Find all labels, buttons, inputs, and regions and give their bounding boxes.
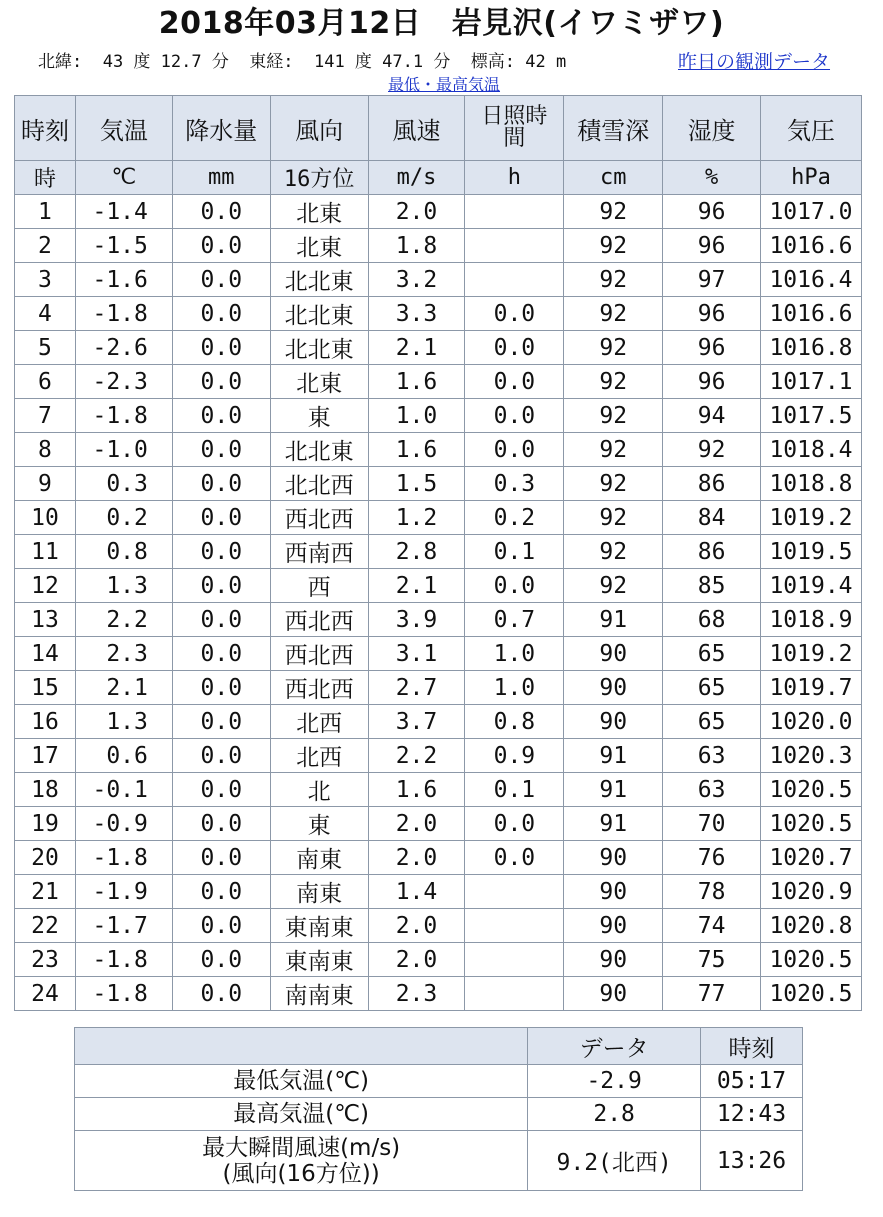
cell-sunshine: 1.0 (465, 637, 564, 671)
summary-value: 9.2(北西) (528, 1131, 701, 1191)
cell-temperature: 0.2 (75, 501, 172, 535)
summary-time: 05:17 (701, 1065, 803, 1098)
cell-precipitation: 0.0 (172, 195, 270, 229)
cell-humidity: 96 (663, 195, 761, 229)
cell-hour: 3 (15, 263, 76, 297)
cell-pressure: 1020.5 (760, 773, 861, 807)
cell-sunshine: 1.0 (465, 671, 564, 705)
cell-precipitation: 0.0 (172, 705, 270, 739)
cell-temperature: -0.1 (75, 773, 172, 807)
cell-hour: 13 (15, 603, 76, 637)
unit-wind-speed: m/s (368, 161, 465, 195)
units-row (15, 161, 862, 195)
col-header-humidity: 湿度 (663, 96, 761, 161)
cell-humidity: 84 (663, 501, 761, 535)
cell-sunshine: 0.9 (465, 739, 564, 773)
cell-snow-depth: 92 (564, 331, 663, 365)
cell-temperature: 2.3 (75, 637, 172, 671)
table-row (15, 603, 862, 637)
cell-wind-direction: 東 (270, 807, 368, 841)
cell-wind-speed: 1.6 (368, 433, 465, 467)
cell-precipitation: 0.0 (172, 943, 270, 977)
summary-row-min-temp (75, 1065, 803, 1098)
cell-sunshine: 0.0 (465, 297, 564, 331)
unit-snow-depth: cm (564, 161, 663, 195)
cell-pressure: 1020.5 (760, 943, 861, 977)
cell-precipitation: 0.0 (172, 739, 270, 773)
cell-precipitation: 0.0 (172, 875, 270, 909)
cell-wind-direction: 北北東 (270, 331, 368, 365)
cell-temperature: 0.3 (75, 467, 172, 501)
cell-wind-direction: 東南東 (270, 909, 368, 943)
cell-snow-depth: 90 (564, 637, 663, 671)
cell-precipitation: 0.0 (172, 535, 270, 569)
cell-wind-direction: 北北東 (270, 263, 368, 297)
table-row (15, 841, 862, 875)
cell-hour: 14 (15, 637, 76, 671)
page-title: 2018年03月12日 岩見沢(イワミザワ) (158, 6, 725, 41)
cell-snow-depth: 90 (564, 909, 663, 943)
daily-summary-table (74, 1027, 803, 1191)
cell-humidity: 94 (663, 399, 761, 433)
cell-pressure: 1019.2 (760, 637, 861, 671)
cell-pressure: 1016.4 (760, 263, 861, 297)
cell-hour: 19 (15, 807, 76, 841)
cell-precipitation: 0.0 (172, 229, 270, 263)
cell-sunshine: 0.0 (465, 365, 564, 399)
table-row (15, 195, 862, 229)
cell-snow-depth: 91 (564, 807, 663, 841)
cell-hour: 23 (15, 943, 76, 977)
cell-precipitation: 0.0 (172, 365, 270, 399)
cell-snow-depth: 92 (564, 195, 663, 229)
cell-pressure: 1020.3 (760, 739, 861, 773)
cell-hour: 2 (15, 229, 76, 263)
cell-wind-speed: 2.1 (368, 331, 465, 365)
table-row (15, 807, 862, 841)
cell-snow-depth: 92 (564, 263, 663, 297)
cell-precipitation: 0.0 (172, 977, 270, 1011)
summary-header-data: データ (528, 1028, 701, 1065)
cell-wind-speed: 3.1 (368, 637, 465, 671)
cell-wind-direction: 西北西 (270, 637, 368, 671)
summary-label: 最高気温(℃) (75, 1098, 528, 1131)
cell-snow-depth: 92 (564, 297, 663, 331)
summary-row-max-temp (75, 1098, 803, 1131)
cell-wind-speed: 2.2 (368, 739, 465, 773)
cell-temperature: -1.6 (75, 263, 172, 297)
cell-pressure: 1017.0 (760, 195, 861, 229)
col-header-wind-speed: 風速 (368, 96, 465, 161)
summary-value: -2.9 (528, 1065, 701, 1098)
cell-wind-direction: 北北東 (270, 297, 368, 331)
column-header-row (15, 96, 862, 161)
cell-wind-speed: 2.0 (368, 909, 465, 943)
cell-sunshine: 0.0 (465, 399, 564, 433)
col-header-precipitation: 降水量 (172, 96, 270, 161)
cell-wind-speed: 2.3 (368, 977, 465, 1011)
summary-header-time: 時刻 (701, 1028, 803, 1065)
cell-wind-direction: 北西 (270, 739, 368, 773)
cell-pressure: 1019.4 (760, 569, 861, 603)
cell-snow-depth: 92 (564, 365, 663, 399)
cell-precipitation: 0.0 (172, 569, 270, 603)
cell-wind-speed: 1.2 (368, 501, 465, 535)
cell-pressure: 1018.9 (760, 603, 861, 637)
cell-wind-speed: 2.1 (368, 569, 465, 603)
table-row (15, 467, 862, 501)
cell-precipitation: 0.0 (172, 263, 270, 297)
yesterday-data-link[interactable]: 昨日の観測データ (678, 51, 831, 73)
cell-wind-direction: 西 (270, 569, 368, 603)
cell-wind-direction: 北東 (270, 229, 368, 263)
cell-sunshine: 0.0 (465, 331, 564, 365)
cell-wind-speed: 2.0 (368, 943, 465, 977)
cell-pressure: 1020.5 (760, 807, 861, 841)
cell-snow-depth: 90 (564, 705, 663, 739)
cell-humidity: 86 (663, 535, 761, 569)
cell-humidity: 85 (663, 569, 761, 603)
table-row (15, 331, 862, 365)
cell-temperature: 0.6 (75, 739, 172, 773)
cell-wind-direction: 東南東 (270, 943, 368, 977)
cell-snow-depth: 91 (564, 603, 663, 637)
cell-wind-direction: 北東 (270, 195, 368, 229)
cell-pressure: 1016.6 (760, 229, 861, 263)
cell-hour: 6 (15, 365, 76, 399)
cell-hour: 1 (15, 195, 76, 229)
table-row (15, 501, 862, 535)
cell-wind-speed: 2.8 (368, 535, 465, 569)
cell-hour: 9 (15, 467, 76, 501)
cell-temperature: -1.8 (75, 977, 172, 1011)
cell-wind-speed: 2.0 (368, 841, 465, 875)
cell-sunshine: 0.1 (465, 535, 564, 569)
hourly-observation-table (14, 95, 862, 1011)
cell-wind-speed: 2.0 (368, 195, 465, 229)
cell-wind-direction: 南南東 (270, 977, 368, 1011)
station-coordinates: 北緯: 43 度 12.7 分 東経: 141 度 47.1 分 標高: 42 m (38, 52, 567, 72)
cell-humidity: 63 (663, 739, 761, 773)
cell-snow-depth: 90 (564, 841, 663, 875)
cell-wind-speed: 3.2 (368, 263, 465, 297)
table-row (15, 875, 862, 909)
cell-hour: 16 (15, 705, 76, 739)
cell-precipitation: 0.0 (172, 603, 270, 637)
summary-label-line2: (風向(16方位)) (222, 1160, 380, 1187)
cell-sunshine: 0.2 (465, 501, 564, 535)
cell-sunshine: 0.0 (465, 841, 564, 875)
table-row (15, 399, 862, 433)
cell-wind-direction: 南東 (270, 875, 368, 909)
table-row (15, 365, 862, 399)
cell-temperature: -1.5 (75, 229, 172, 263)
cell-pressure: 1017.5 (760, 399, 861, 433)
cell-hour: 24 (15, 977, 76, 1011)
cell-temperature: -1.8 (75, 297, 172, 331)
cell-humidity: 68 (663, 603, 761, 637)
cell-temperature: 1.3 (75, 705, 172, 739)
cell-sunshine (465, 875, 564, 909)
table-row (15, 773, 862, 807)
cell-hour: 7 (15, 399, 76, 433)
cell-wind-speed: 1.6 (368, 773, 465, 807)
cell-sunshine: 0.3 (465, 467, 564, 501)
cell-sunshine (465, 263, 564, 297)
cell-pressure: 1018.8 (760, 467, 861, 501)
cell-precipitation: 0.0 (172, 467, 270, 501)
cell-pressure: 1017.1 (760, 365, 861, 399)
cell-precipitation: 0.0 (172, 773, 270, 807)
cell-pressure: 1020.5 (760, 977, 861, 1011)
col-header-wind-direction: 風向 (270, 96, 368, 161)
cell-temperature: -1.8 (75, 399, 172, 433)
summary-value: 2.8 (528, 1098, 701, 1131)
table-row (15, 671, 862, 705)
cell-humidity: 97 (663, 263, 761, 297)
cell-wind-speed: 1.0 (368, 399, 465, 433)
cell-humidity: 96 (663, 331, 761, 365)
cell-snow-depth: 92 (564, 399, 663, 433)
unit-sunshine: h (465, 161, 564, 195)
cell-sunshine: 0.1 (465, 773, 564, 807)
table-row (15, 705, 862, 739)
cell-sunshine (465, 943, 564, 977)
cell-temperature: -1.8 (75, 943, 172, 977)
summary-label-line1: 最大瞬間風速(m/s) (202, 1134, 401, 1161)
cell-pressure: 1020.8 (760, 909, 861, 943)
cell-snow-depth: 91 (564, 739, 663, 773)
table-row (15, 433, 862, 467)
cell-hour: 10 (15, 501, 76, 535)
cell-pressure: 1019.7 (760, 671, 861, 705)
cell-humidity: 70 (663, 807, 761, 841)
cell-snow-depth: 90 (564, 671, 663, 705)
cell-temperature: -2.3 (75, 365, 172, 399)
cell-precipitation: 0.0 (172, 909, 270, 943)
cell-snow-depth: 90 (564, 977, 663, 1011)
col-header-sunshine-text: 日照時間 (481, 104, 548, 151)
cell-temperature: 0.8 (75, 535, 172, 569)
cell-precipitation: 0.0 (172, 637, 270, 671)
table-row (15, 637, 862, 671)
cell-sunshine: 0.0 (465, 433, 564, 467)
cell-humidity: 96 (663, 229, 761, 263)
cell-hour: 17 (15, 739, 76, 773)
cell-wind-speed: 3.9 (368, 603, 465, 637)
cell-hour: 18 (15, 773, 76, 807)
unit-wind-direction: 16方位 (270, 161, 368, 195)
cell-hour: 22 (15, 909, 76, 943)
cell-hour: 11 (15, 535, 76, 569)
unit-precipitation: mm (172, 161, 270, 195)
table-row (15, 229, 862, 263)
cell-sunshine: 0.8 (465, 705, 564, 739)
cell-humidity: 78 (663, 875, 761, 909)
cell-snow-depth: 92 (564, 569, 663, 603)
unit-humidity: % (663, 161, 761, 195)
cell-pressure: 1016.6 (760, 297, 861, 331)
cell-temperature: 2.2 (75, 603, 172, 637)
cell-precipitation: 0.0 (172, 671, 270, 705)
cell-hour: 20 (15, 841, 76, 875)
cell-precipitation: 0.0 (172, 297, 270, 331)
cell-sunshine: 0.7 (465, 603, 564, 637)
cell-precipitation: 0.0 (172, 399, 270, 433)
cell-hour: 4 (15, 297, 76, 331)
cell-wind-speed: 2.0 (368, 807, 465, 841)
cell-sunshine (465, 977, 564, 1011)
cell-hour: 12 (15, 569, 76, 603)
summary-header-blank (75, 1028, 528, 1065)
cell-pressure: 1019.2 (760, 501, 861, 535)
cell-sunshine: 0.0 (465, 569, 564, 603)
cell-snow-depth: 92 (564, 229, 663, 263)
cell-wind-direction: 南東 (270, 841, 368, 875)
cell-sunshine: 0.0 (465, 807, 564, 841)
cell-wind-speed: 2.7 (368, 671, 465, 705)
cell-precipitation: 0.0 (172, 841, 270, 875)
cell-precipitation: 0.0 (172, 807, 270, 841)
cell-wind-speed: 3.3 (368, 297, 465, 331)
cell-pressure: 1018.4 (760, 433, 861, 467)
cell-hour: 5 (15, 331, 76, 365)
cell-hour: 15 (15, 671, 76, 705)
summary-row-max-gust (75, 1131, 803, 1191)
cell-snow-depth: 92 (564, 467, 663, 501)
cell-temperature: 2.1 (75, 671, 172, 705)
cell-pressure: 1016.8 (760, 331, 861, 365)
cell-precipitation: 0.0 (172, 331, 270, 365)
cell-hour: 21 (15, 875, 76, 909)
table-row (15, 297, 862, 331)
cell-hour: 8 (15, 433, 76, 467)
cell-snow-depth: 90 (564, 943, 663, 977)
cell-humidity: 65 (663, 637, 761, 671)
cell-temperature: -1.9 (75, 875, 172, 909)
cell-humidity: 86 (663, 467, 761, 501)
summary-header-row (75, 1028, 803, 1065)
summary-time: 12:43 (701, 1098, 803, 1131)
cell-wind-direction: 北北西 (270, 467, 368, 501)
cell-humidity: 65 (663, 705, 761, 739)
cell-temperature: -1.8 (75, 841, 172, 875)
cell-pressure: 1019.5 (760, 535, 861, 569)
cell-wind-direction: 西北西 (270, 603, 368, 637)
table-row (15, 569, 862, 603)
table-row (15, 909, 862, 943)
cell-wind-direction: 西北西 (270, 501, 368, 535)
cell-humidity: 74 (663, 909, 761, 943)
table-row (15, 977, 862, 1011)
cell-wind-speed: 1.5 (368, 467, 465, 501)
summary-time: 13:26 (701, 1131, 803, 1191)
cell-temperature: -1.7 (75, 909, 172, 943)
table-row (15, 535, 862, 569)
cell-precipitation: 0.0 (172, 501, 270, 535)
table-row (15, 943, 862, 977)
table-row (15, 263, 862, 297)
cell-humidity: 92 (663, 433, 761, 467)
cell-humidity: 96 (663, 365, 761, 399)
cell-humidity: 65 (663, 671, 761, 705)
cell-snow-depth: 92 (564, 433, 663, 467)
table-row (15, 739, 862, 773)
cell-humidity: 76 (663, 841, 761, 875)
cell-wind-speed: 3.7 (368, 705, 465, 739)
cell-wind-direction: 北北東 (270, 433, 368, 467)
cell-temperature: -1.0 (75, 433, 172, 467)
unit-temperature: ℃ (75, 161, 172, 195)
cell-wind-speed: 1.4 (368, 875, 465, 909)
cell-sunshine (465, 195, 564, 229)
cell-wind-direction: 北東 (270, 365, 368, 399)
cell-pressure: 1020.7 (760, 841, 861, 875)
cell-humidity: 77 (663, 977, 761, 1011)
cell-sunshine (465, 909, 564, 943)
cell-humidity: 63 (663, 773, 761, 807)
cell-humidity: 75 (663, 943, 761, 977)
cell-wind-speed: 1.8 (368, 229, 465, 263)
cell-wind-direction: 西南西 (270, 535, 368, 569)
cell-temperature: -0.9 (75, 807, 172, 841)
col-header-temperature: 気温 (75, 96, 172, 161)
cell-wind-direction: 北 (270, 773, 368, 807)
cell-snow-depth: 91 (564, 773, 663, 807)
cell-wind-direction: 東 (270, 399, 368, 433)
cell-wind-direction: 西北西 (270, 671, 368, 705)
col-header-pressure: 気圧 (760, 96, 861, 161)
unit-time: 時 (15, 161, 76, 195)
cell-temperature: -2.6 (75, 331, 172, 365)
cell-wind-speed: 1.6 (368, 365, 465, 399)
col-header-time: 時刻 (15, 96, 76, 161)
cell-temperature: 1.3 (75, 569, 172, 603)
unit-pressure: hPa (760, 161, 861, 195)
cell-precipitation: 0.0 (172, 433, 270, 467)
cell-pressure: 1020.0 (760, 705, 861, 739)
cell-snow-depth: 92 (564, 501, 663, 535)
cell-snow-depth: 92 (564, 535, 663, 569)
cell-snow-depth: 90 (564, 875, 663, 909)
col-header-snow-depth: 積雪深 (564, 96, 663, 161)
cell-temperature: -1.4 (75, 195, 172, 229)
min-max-temperature-link[interactable]: 最低・最高気温 (388, 75, 501, 94)
cell-humidity: 96 (663, 297, 761, 331)
summary-label: 最低気温(℃) (75, 1065, 528, 1098)
col-header-sunshine (465, 96, 564, 161)
cell-pressure: 1020.9 (760, 875, 861, 909)
cell-wind-direction: 北西 (270, 705, 368, 739)
cell-sunshine (465, 229, 564, 263)
summary-label (75, 1131, 528, 1191)
